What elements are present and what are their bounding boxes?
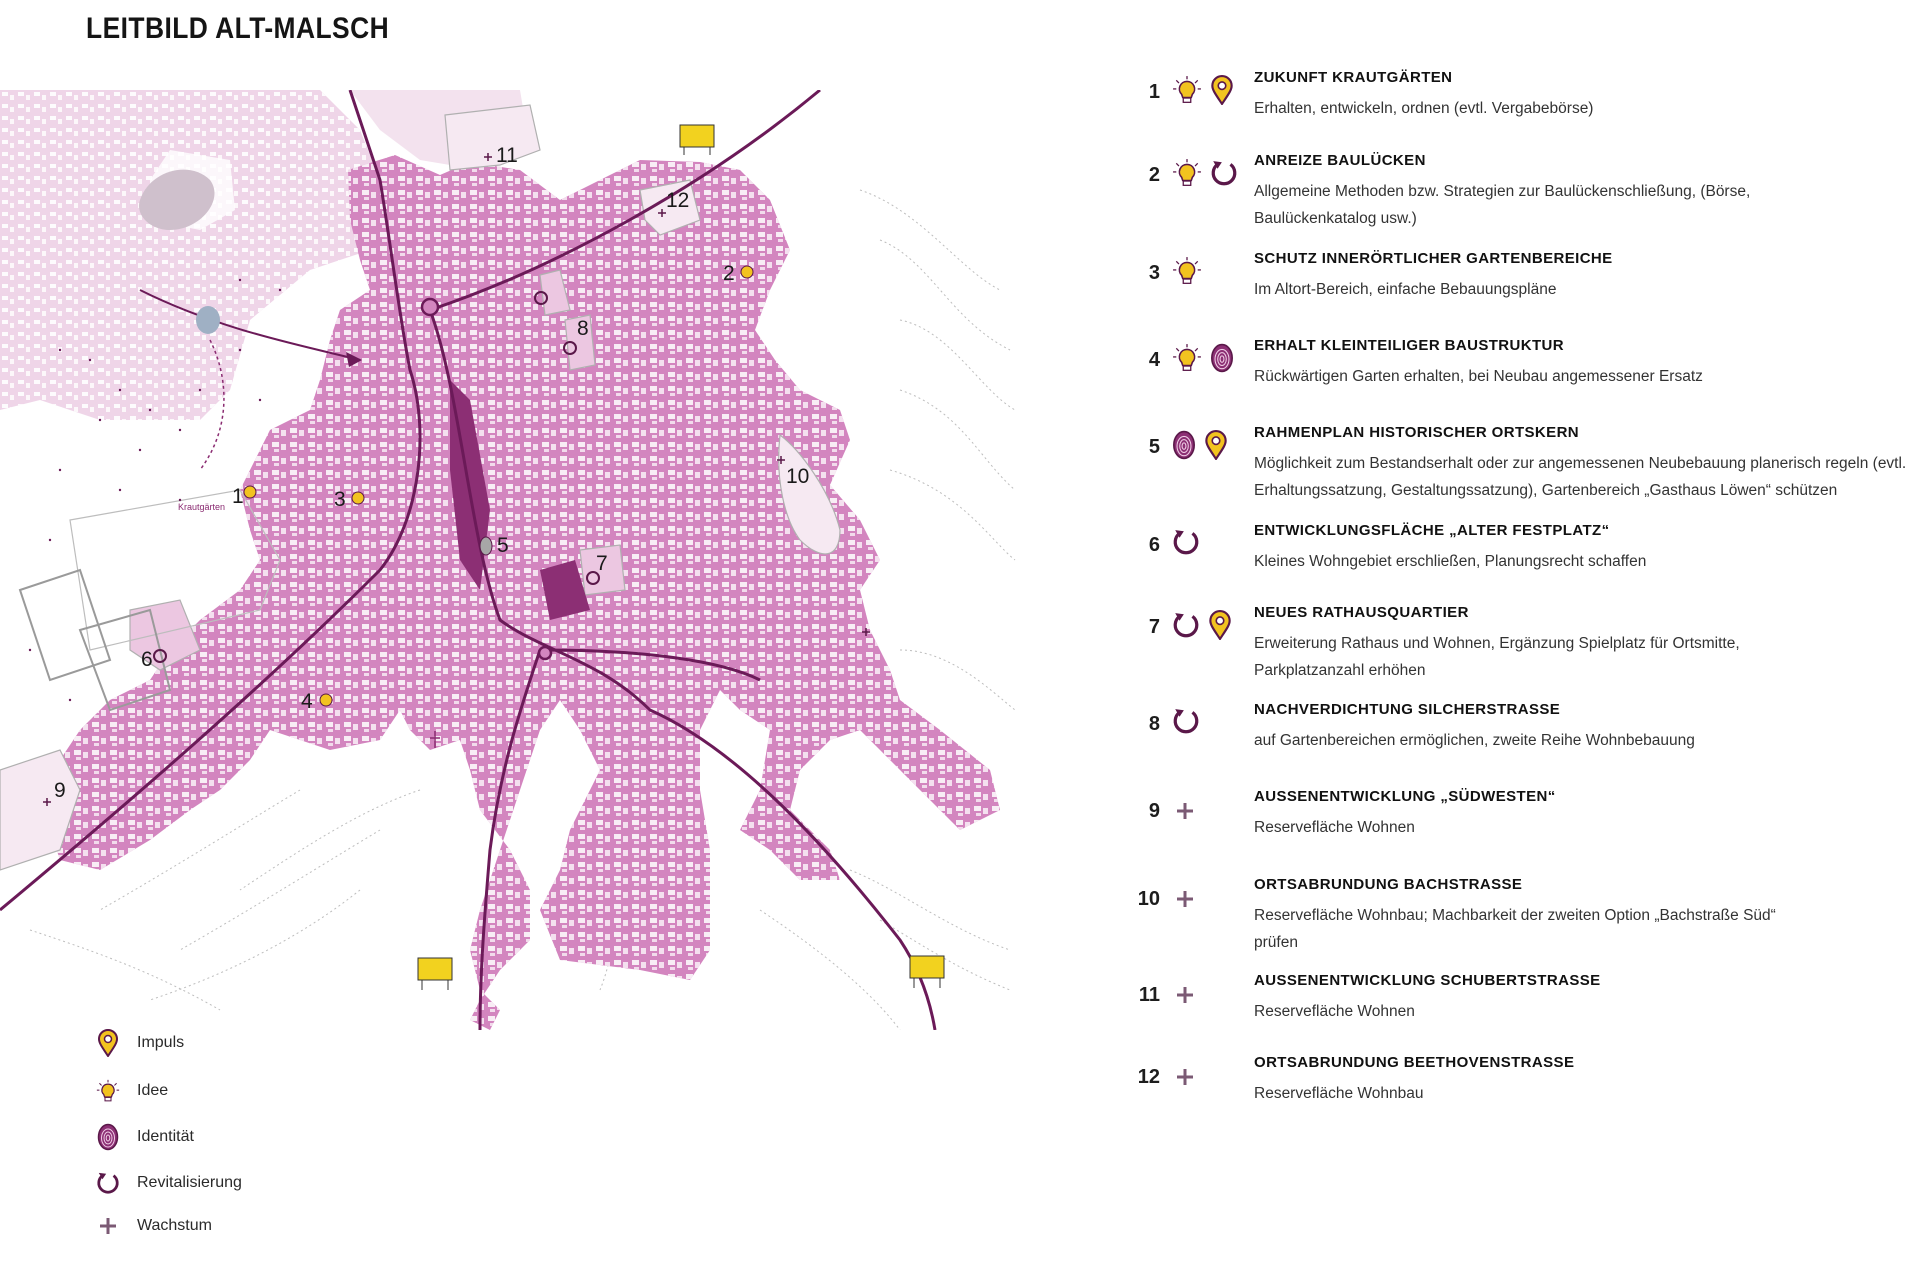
measure-description: Reservefläche Wohnbau xyxy=(1254,1085,1424,1102)
legend-label: Impuls xyxy=(137,1034,185,1051)
measure-description: Möglichkeit zum Bestandserhalt oder zur angemessenen Neubebauung planerisch regeln (evtl. Erhaltungssatzung, Gestaltungssatzung), Gartenbereich „Gasthaus Löwen“ schützen xyxy=(1254,455,1907,499)
revitalize-arrow-icon xyxy=(96,1169,120,1197)
area-label-1: 1 xyxy=(232,485,244,508)
revitalize-arrow-icon xyxy=(1172,528,1200,561)
area-label-4: 4 xyxy=(301,690,313,713)
measure-number: 4 xyxy=(1148,349,1160,371)
legend-item-idee xyxy=(96,1076,169,1106)
plus-icon xyxy=(1176,1068,1194,1091)
idea-bulb-icon xyxy=(96,1077,120,1105)
town-sign-voelkersbach xyxy=(910,956,944,988)
map-svg xyxy=(0,90,1020,1030)
map[interactable] xyxy=(0,90,1020,1030)
legend-item-wachstum xyxy=(96,1211,212,1241)
measure-description: Reservefläche Wohnen xyxy=(1254,1003,1415,1020)
measure-title: ENTWICKLUNGSFLÄCHE „ALTER FESTPLATZ“ xyxy=(1254,522,1610,539)
legend-item-revitalisierung xyxy=(96,1168,242,1198)
impuls-pin-icon xyxy=(96,1029,120,1057)
measure-number: 10 xyxy=(1137,888,1160,910)
plus-icon xyxy=(1176,802,1194,825)
measure-description: Reservefläche Wohnbau; Machbarkeit der zweiten Option „Bachstraße Süd“ prüfen xyxy=(1254,907,1776,951)
revitalize-arrow-icon xyxy=(1210,159,1238,192)
measure-title: ERHALT KLEINTEILIGER BAUSTRUKTUR xyxy=(1254,337,1565,354)
measure-number: 5 xyxy=(1148,436,1160,458)
area-label-7: 7 xyxy=(596,552,608,575)
measure-title: SCHUTZ INNERÖRTLICHER GARTENBEREICHE xyxy=(1254,250,1613,267)
measure-title: NEUES RATHAUSQUARTIER xyxy=(1254,604,1469,621)
idea-bulb-icon xyxy=(1172,158,1202,193)
measure-description: auf Gartenbereichen ermöglichen, zweite Reihe Wohnbebauung xyxy=(1254,732,1695,749)
legend-item-impuls xyxy=(96,1028,185,1058)
roundabout-north xyxy=(422,299,438,315)
revitalize-arrow-icon xyxy=(1172,611,1200,644)
marker-fingerprint-5 xyxy=(480,537,492,555)
marker-bulb-1 xyxy=(244,486,256,498)
area-label-2: 2 xyxy=(723,262,735,285)
measure-title: NACHVERDICHTUNG SILCHERSTRASSE xyxy=(1254,701,1561,718)
measure-description: Kleines Wohngebiet erschließen, Planungsrecht schaffen xyxy=(1254,553,1647,570)
area-label-12: 12 xyxy=(666,189,690,212)
page-title: LEITBILD ALT-MALSCH xyxy=(86,12,390,45)
revitalize-arrow-icon xyxy=(1172,707,1200,740)
area-label-11: 11 xyxy=(496,144,518,167)
town-sign-sulzbach xyxy=(680,125,714,155)
town-sign-waldprechtsweier xyxy=(418,958,452,990)
measure-number: 12 xyxy=(1137,1066,1160,1088)
measure-number: 8 xyxy=(1148,713,1160,735)
area-label-3: 3 xyxy=(334,488,346,511)
area-label-6: 6 xyxy=(141,648,153,671)
plus-icon xyxy=(1176,986,1194,1009)
measure-number: 7 xyxy=(1148,616,1160,638)
fingerprint-icon xyxy=(1210,343,1234,378)
marker-bulb-2 xyxy=(741,266,753,278)
measure-description: Rückwärtigen Garten erhalten, bei Neubau angemessener Ersatz xyxy=(1254,368,1703,385)
fingerprint-icon xyxy=(96,1123,120,1151)
marker-bulb-4 xyxy=(320,694,332,706)
measure-title: ORTSABRUNDUNG BACHSTRASSE xyxy=(1254,876,1523,893)
impuls-pin-icon xyxy=(1210,75,1234,110)
roundabout-south xyxy=(539,647,551,659)
measure-title: ANREIZE BAULÜCKEN xyxy=(1254,152,1426,169)
impuls-pin-icon xyxy=(1208,610,1232,645)
legend-item-identitaet xyxy=(96,1122,194,1152)
marker-bulb-3 xyxy=(352,492,364,504)
measure-description: Erhalten, entwickeln, ordnen (evtl. Vergabebörse) xyxy=(1254,100,1594,117)
impuls-pin-icon xyxy=(1204,430,1228,465)
plus-icon xyxy=(96,1212,120,1240)
measure-number: 2 xyxy=(1148,164,1160,186)
area-label-5: 5 xyxy=(497,534,509,557)
legend-label: Revitalisierung xyxy=(137,1174,242,1191)
plus-icon xyxy=(1176,890,1194,913)
idea-bulb-icon xyxy=(1172,343,1202,378)
measure-description: Erweiterung Rathaus und Wohnen, Ergänzung Spielplatz für Ortsmitte, Parkplatzanzahl erhöhen xyxy=(1254,635,1740,679)
idea-bulb-icon xyxy=(1172,75,1202,110)
measure-description: Allgemeine Methoden bzw. Strategien zur Baulückenschließung, (Börse, Baulückenkatalog usw.) xyxy=(1254,183,1751,227)
measure-number: 6 xyxy=(1148,534,1160,556)
measure-title: ORTSABRUNDUNG BEETHOVENSTRASSE xyxy=(1254,1054,1575,1071)
fingerprint-icon xyxy=(1172,430,1196,465)
measure-number: 11 xyxy=(1138,984,1160,1006)
idea-bulb-icon xyxy=(1172,256,1202,291)
legend-label: Idee xyxy=(137,1082,169,1099)
krautgaerten-label: Krautgärten xyxy=(178,502,226,512)
area-11-shape xyxy=(445,105,540,170)
measure-description: Reservefläche Wohnen xyxy=(1254,819,1415,836)
legend-label: Identität xyxy=(137,1128,194,1145)
legend-label: Wachstum xyxy=(137,1217,212,1234)
measure-number: 3 xyxy=(1148,262,1160,284)
measure-title: ZUKUNFT KRAUTGÄRTEN xyxy=(1254,69,1453,86)
area-label-9: 9 xyxy=(54,779,66,802)
measure-title: RAHMENPLAN HISTORISCHER ORTSKERN xyxy=(1254,424,1580,441)
pond-shape xyxy=(196,306,220,334)
measure-title: AUSSENENTWICKLUNG SCHUBERTSTRASSE xyxy=(1254,972,1601,989)
area-label-10: 10 xyxy=(786,465,810,488)
area-label-8: 8 xyxy=(577,317,589,340)
measure-number: 9 xyxy=(1148,800,1160,822)
measure-number: 1 xyxy=(1148,81,1160,103)
measure-description: Im Altort-Bereich, einfache Bebauungspläne xyxy=(1254,281,1557,298)
measure-title: AUSSENENTWICKLUNG „SÜDWESTEN“ xyxy=(1254,788,1556,805)
